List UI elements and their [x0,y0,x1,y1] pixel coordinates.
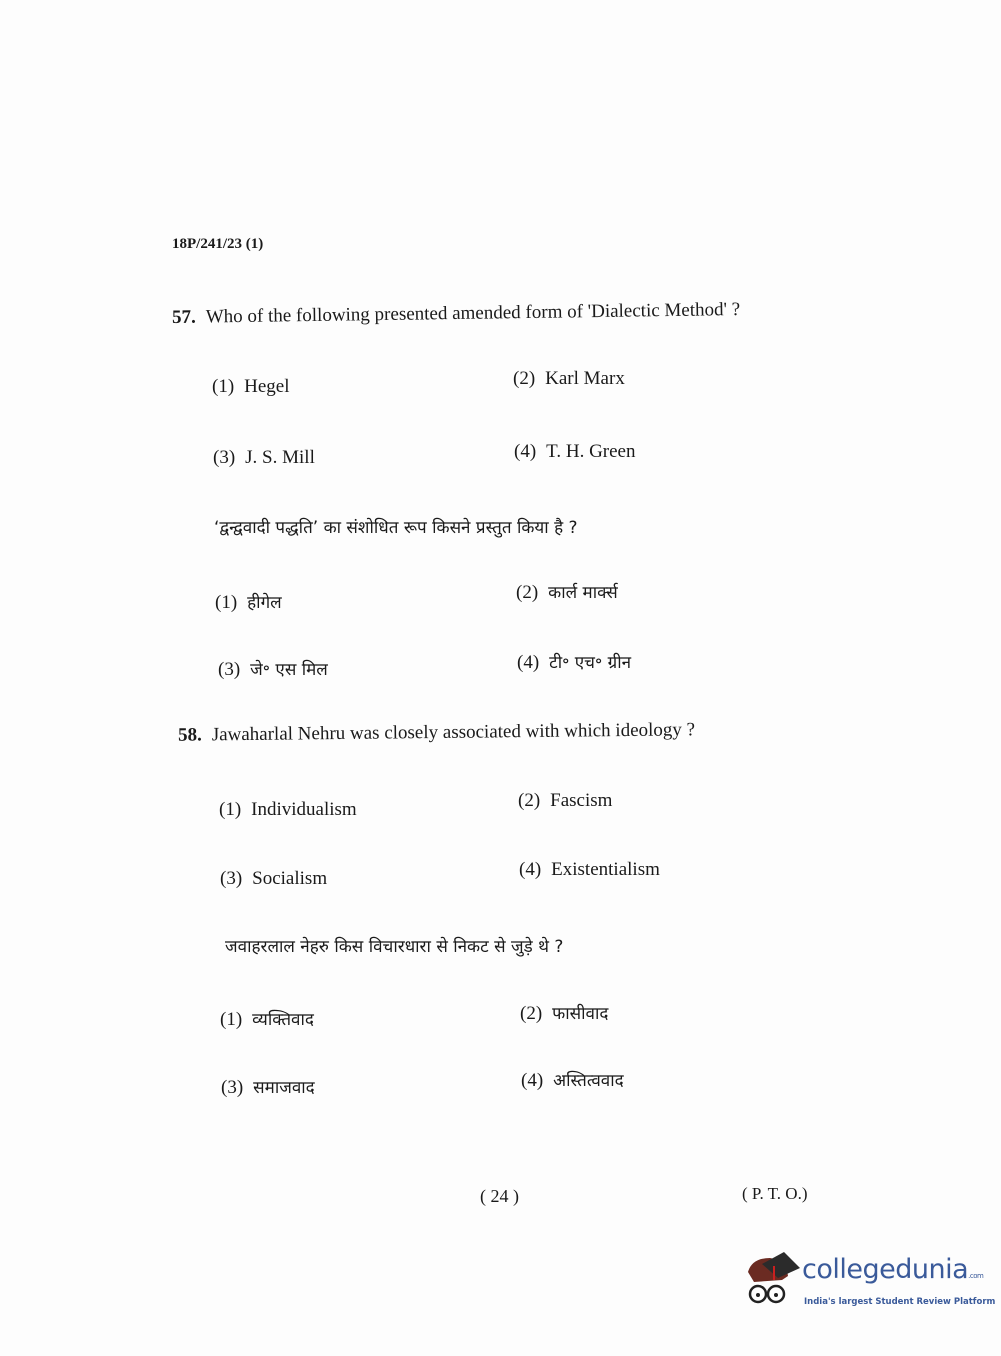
option-number: (4) [517,652,540,673]
option-text: Fascism [550,790,613,811]
option-4 [514,441,636,463]
option-3-hindi [221,1075,315,1099]
question-57-hindi: ‘द्वन्द्ववादी पद्धति’ का संशोधित रूप किसने प्रस्तुत किया है ? [214,518,578,538]
brand-tagline: India's largest Student Review Platform [804,1297,996,1307]
option-number: (2) [518,790,541,811]
option-1 [219,799,357,821]
option-number: (2) [516,582,539,603]
collegedunia-logo [742,1250,996,1320]
option-text: Karl Marx [545,368,625,389]
question-number: 57. [171,306,196,328]
option-number: (3) [213,447,236,468]
option-text: व्यक्तिवाद [252,1010,314,1030]
option-2-hindi [520,1001,608,1025]
option-number: (3) [220,868,243,889]
option-text: हीगेल [247,593,282,613]
option-4-hindi [517,650,631,674]
option-text: कार्ल मार्क्स [548,583,618,603]
option-4 [519,859,660,881]
brand-name: collegedunia [802,1254,969,1285]
option-number: (1) [219,799,242,820]
option-2 [513,368,625,390]
option-number: (3) [221,1077,244,1098]
option-1-hindi [215,590,282,614]
mascot-icon [742,1250,802,1315]
question-58-hindi: जवाहरलाल नेहरु किस विचारधारा से निकट से जुड़े थे ? [225,937,564,957]
option-1-hindi [220,1007,314,1031]
option-text: J. S. Mill [245,447,315,468]
question-58 [178,719,695,746]
option-text: Socialism [252,868,328,889]
option-text: जे॰ एस मिल [250,660,328,680]
option-number: (4) [521,1070,544,1091]
question-number: 58. [177,724,202,746]
page-number: ( 24 ) [480,1186,519,1206]
option-text: Individualism [251,799,357,820]
option-2-hindi [516,580,618,604]
option-number: (2) [520,1003,543,1024]
option-3-hindi [218,657,328,681]
question-text: Who of the following presented amended form of 'Dialectic Method' ? [205,299,741,328]
brand-suffix: .com [968,1272,984,1280]
option-3 [213,447,315,469]
option-number: (1) [215,592,238,613]
option-number: (1) [220,1009,243,1030]
option-text: टी॰ एच॰ ग्रीन [549,653,632,673]
option-text: समाजवाद [253,1078,315,1098]
option-number: (2) [513,368,536,389]
option-text: Hegel [244,376,290,397]
option-number: (4) [514,441,537,462]
option-3 [220,868,327,890]
option-1 [212,376,290,398]
pto-label: ( P. T. O.) [742,1184,808,1203]
option-text: फासीवाद [552,1004,609,1024]
question-text: Jawaharlal Nehru was closely associated with which ideology ? [211,719,696,746]
paper-code: 18P/241/23 (1) [172,236,264,252]
question-57 [172,299,740,329]
option-text: Existentialism [551,859,660,880]
option-number: (4) [519,859,542,880]
option-4-hindi [521,1068,624,1092]
option-text: अस्तित्ववाद [553,1071,624,1091]
option-number: (3) [218,659,241,680]
option-number: (1) [212,376,235,397]
option-2 [518,790,612,812]
option-text: T. H. Green [546,441,636,462]
